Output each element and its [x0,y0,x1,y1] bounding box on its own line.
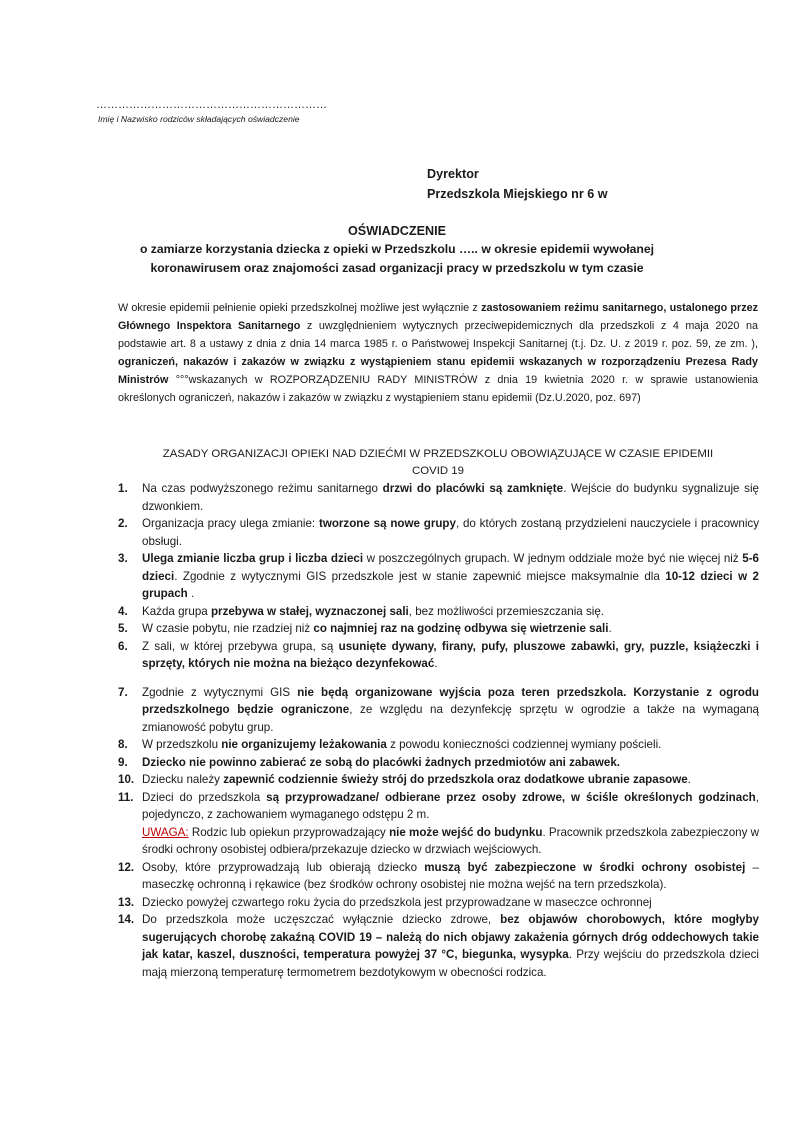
rule-text: , bez możliwości przemieszczania się. [408,604,605,618]
rule-item [118,859,759,894]
rule-bold: przebywa w stałej, wyznaczonej sali [210,604,409,618]
rule-number: 2. [118,517,128,530]
rules-list [118,480,759,981]
rule-bold: 5-6 dzieci [142,552,760,583]
rule-text: w poszczególnych grupach. W jednym oddziale może być nie więcej niż [363,552,743,565]
rule-number: 12. [118,860,135,874]
rule-text: , pojedynczo, z zachowaniem wymaganego odstępu 2 m. [142,790,759,821]
rule-text: z powodu konieczności codziennej wymiany pościeli. [386,738,662,751]
rule-number: 5. [118,622,128,635]
rule-bold: Dziecko nie powinno zabierać ze sobą do placówki żadnych przedmiotów ani zabawek. [142,755,621,769]
rules-heading [118,446,758,480]
rule-text: Dziecko powyżej czwartego roku życia do przedszkola jest przyprowadzane w maseczce ochronnej [142,895,652,909]
rule-number: 9. [118,755,128,769]
rule-item [118,550,759,603]
rule-item [118,620,759,638]
rule-bold: drzwi do placówki są zamknięte [382,482,564,495]
rule-text: . [687,773,691,786]
rule-text: , do których zostaną przydzieleni nauczyciele i pracownicy obsługi. [142,517,760,548]
signature-line: ……………………………………………………… [96,100,327,110]
rule-text: Zgodnie z wytycznymi GIS [142,685,298,699]
rule-number: 13. [118,895,135,909]
rules-heading-line2: COVID 19 [412,465,464,477]
rule-text: W przedszkolu [142,738,222,751]
rule-text: . Przy wejściu do przedszkola dzieci mają mierzoną temperaturę termometrem bezdotykowym w obecności rodzica. [142,948,759,979]
intro-text-3: °°°wskazanych w ROZPORZĄDZENIU RADY MINISTRÓW z dnia 19 kwietnia 2020 r. w sprawie ustanowienia określonych ograniczeń, nakazów i zakazów w związku z wystąpieniem stanu epidemii (Dz.U.2020, poz. 697) [118,374,758,405]
rule-text: – maseczkę ochronną i rękawice (bez środków ochrony osobistej nie można wejść na tern przedszkola). [142,860,759,891]
rule-number: 6. [118,639,128,653]
rule-text: Osoby, które przyprowadzają lub obierają dziecko [142,860,425,874]
rule-number: 10. [118,773,135,786]
addressee [427,164,608,204]
rule-text: Dziecku należy [142,773,224,786]
signature-block [96,100,336,124]
rule-item [118,603,759,621]
rule-text: Z sali, w której przebywa grupa, są [142,639,339,653]
rule-text: . [187,587,195,600]
rule-item [118,894,759,912]
rule-bold: tworzone są nowe grupy [318,517,456,530]
intro-paragraph [118,299,758,408]
intro-bold-2: ograniczeń, nakazów i zakazów w związku z wystąpieniem stanu epidemii wskazanych w rozporządzeniu Prezesa Rady Ministrów [118,356,758,387]
rule-text: Każda grupa [142,604,211,618]
rule-text: . Pracownik przedszkola zabezpieczony w środki ochrony osobistej odbiera/przekazuje dziecko w drzwiach wejściowych. [142,825,759,856]
rule-text: . Zgodnie z wytycznymi GIS przedszkole jest w stanie zapewnić miejsce maksymalnie dla [174,569,666,583]
rule-item [118,754,759,772]
rule-item [118,684,759,737]
rule-item [118,480,759,515]
rule-bold: bez objawów chorobowych, które mogłyby sugerujących chorobę zakaźną COVID 19 – należą do nich objawy zakażenia górnych dróg oddechowych takie jak katar, kaszel, duszności, temperatura powyżej 37 °C, biegunka, wysypka [142,913,759,961]
signature-label: Imię i Nazwisko rodziców składających oświadczenie [98,114,300,124]
rule-text: Dzieci do przedszkola [142,790,267,804]
rule-number: 14. [118,913,135,926]
rule-bold: są przyprowadzane/ odbierane przez osoby zdrowe, w ściśle określonych godzinach [266,790,756,804]
rules-heading-line1: ZASADY ORGANIZACJI OPIEKI NAD DZIEĆMI W PRZEDSZKOLU OBOWIĄZUJĄCE W CZASIE EPIDEMII [162,448,714,460]
warning-label: UWAGA: [142,825,189,839]
document-subtitle-2: koronawirusem oraz znajomości zasad organizacji pracy w przedszkolu w tym czasie [150,261,644,275]
rule-bold: usunięte dywany, firany, pufy, pluszowe zabawki, gry, puzzle, książeczki i sprzęty, których nie można na bieżąco dezynfekować [142,639,759,670]
rule-text: Organizacja pracy ulega zmianie: [142,517,319,530]
document-title: OŚWIADCZENIE [348,224,446,238]
rule-number: 11. [118,790,134,804]
intro-bold-1: zastosowaniem reżimu sanitarnego, ustalonego przez Głównego Inspektora Sanitarnego [118,302,759,333]
rule-bold: muszą być zabezpieczone w środki ochrony osobistej [424,860,746,874]
rule-item [118,515,759,550]
rule-text: Na czas podwyższonego reżimu sanitarnego [142,482,383,495]
addressee-line2: Przedszkola Miejskiego nr 6 w [427,187,608,201]
rule-item [118,736,759,754]
rule-bold: 10-12 dzieci w 2 grupach [142,569,759,600]
rule-number: 1. [118,482,128,495]
rule-text: Rodzic lub opiekun przyprowadzający [188,825,390,839]
rule-text: . Wejście do budynku sygnalizuje się dzwonkiem. [142,482,760,513]
rule-text: W czasie pobytu, nie rzadziej niż [142,622,314,635]
rule-text: . [608,622,612,635]
addressee-line1: Dyrektor [427,167,479,181]
rule-text: , ze względu na dezynfekcję sprzętu w ogrodzie a także na wymaganą zmianowość pobytu grup. [142,703,759,734]
rule-item [118,771,759,789]
rule-number: 8. [118,738,128,751]
rule-text: Do przedszkola może uczęszczać wyłącznie dziecko zdrowe, [142,913,501,926]
document-header [80,222,714,278]
rule-item [118,638,759,673]
intro-text-2: z uwzględnieniem wytycznych przeciwepidemicznych dla przedszkoli z 4 maja 2020 na podstawie art. 8 a ustawy z dnia z dnia 14 marca 1985 r. o Państwowej Inspekcji Sanitarnej (t.j. Dz. U. z 2019 r. poz. 59, ze zm. ), [118,320,758,351]
intro-text-1: W okresie epidemii pełnienie opieki przedszkolnej możliwe jest wyłącznie z [118,302,482,314]
rule-bold: co najmniej raz na godzinę odbywa się wietrzenie sali [313,622,609,635]
document-subtitle-1: o zamiarze korzystania dziecka z opieki w Przedszkolu ….. w okresie epidemii wywołanej [139,242,655,256]
rule-number: 7. [118,685,128,699]
rule-bold: zapewnić codziennie świeży strój do przedszkola oraz dodatkowe ubranie zapasowe [223,773,688,786]
rule-bold: nie będą organizowane wyjścia poza teren przedszkola. Korzystanie z ogrodu przedszkolnego będzie ograniczone [142,685,760,716]
rule-number: 3. [118,552,128,565]
rule-bold: nie organizujemy leżakowania [221,738,387,751]
rule-item [118,789,759,859]
rule-number: 4. [118,604,128,618]
rule-bold: Ulega zmianie liczba grup i liczba dzieci [142,552,364,565]
rule-bold: nie może wejść do budynku [389,825,543,839]
rule-text: . [434,657,438,670]
rule-item [118,911,759,981]
